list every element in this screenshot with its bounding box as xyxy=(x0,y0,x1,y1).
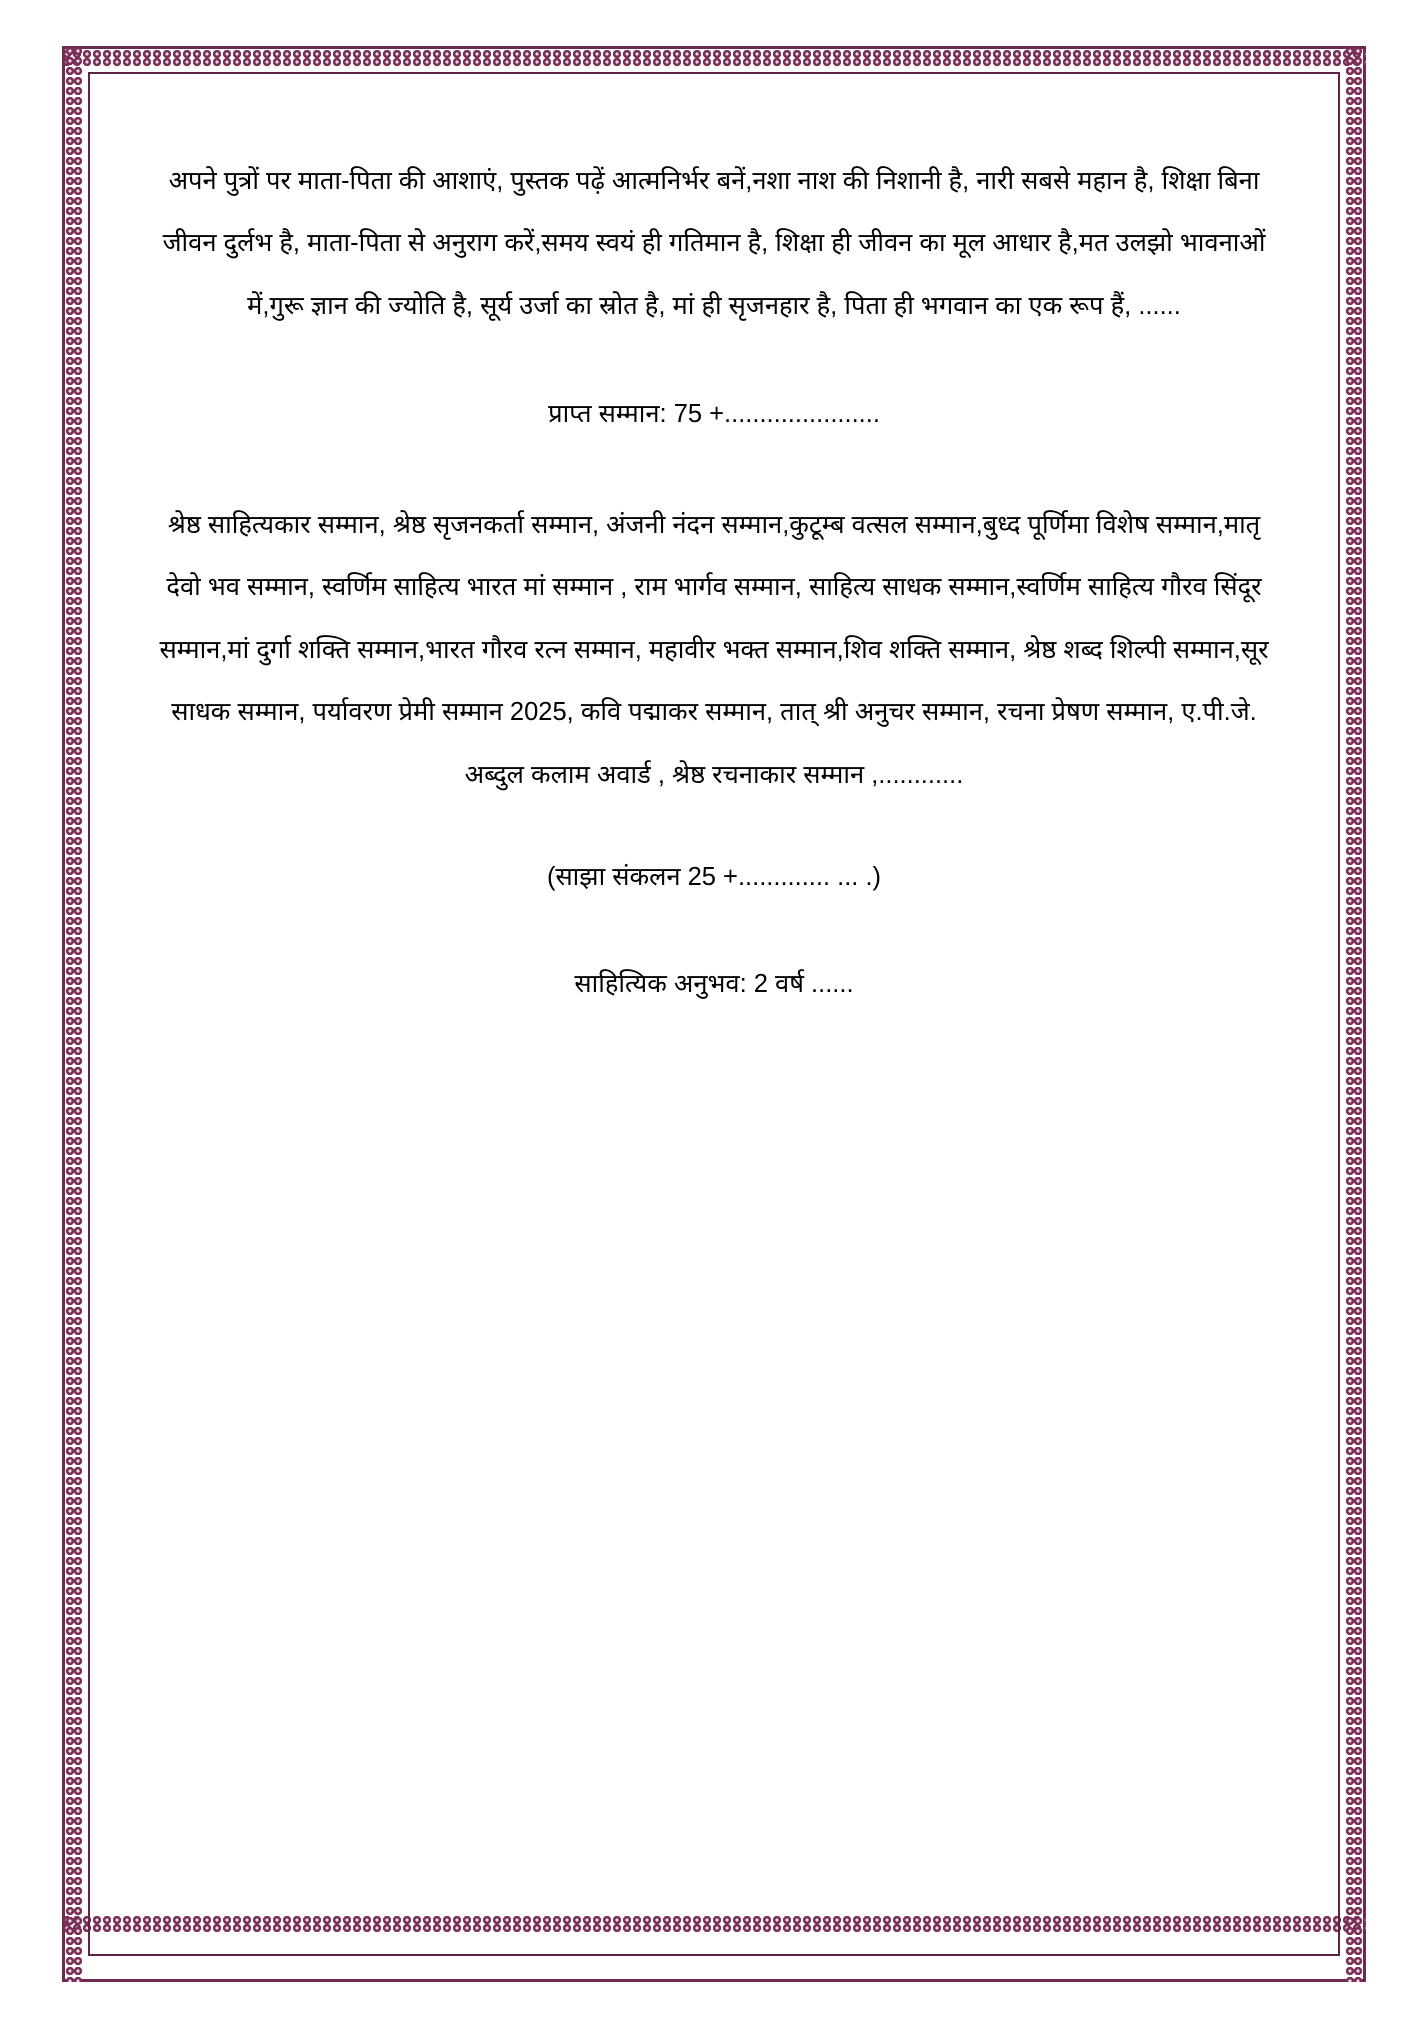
paragraph-awards-list: श्रेष्ठ साहित्यकार सम्मान, श्रेष्ठ सृजनकर्ता सम्मान, अंजनी नंदन सम्मान,कुटूम्ब वत्सल सम्मान,बुध्द पूर्णिमा विशेष सम्मान,मातृ देवो भव सम्मान, स्वर्णिम साहित्य भारत मां सम्मान , राम भार्गव सम्मान, साहित्य साधक सम्मान,स्वर्णिम साहित्य गौरव सिंदूर सम्मान,मां दुर्गा शक्ति सम्मान,भारत गौरव रत्न सम्मान, महावीर भक्त सम्मान,शिव शक्ति सम्मान, श्रेष्ठ शब्द शिल्पी सम्मान,सूर साधक सम्मान, पर्यावरण प्रेमी सम्मान 2025, कवि पद्माकर सम्मान, तात् श्री अनुचर सम्मान, रचना प्रेषण सम्मान, ए.पी.जे. अब्दुल कलाम अवार्ड , श्रेष्ठ रचनाकार सम्मान ,............ xyxy=(159,510,1269,789)
paragraph-shared-collections: (साझा संकलन 25 +............. ... .) xyxy=(546,863,882,892)
document-content xyxy=(150,150,1278,1015)
paragraph-intro-quotes: अपने पुत्रों पर माता-पिता की आशाएं, पुस्तक पढ़ें आत्मनिर्भर बनें,नशा नाश की निशानी है, नारी सबसे महान है, शिक्षा बिना जीवन दुर्लभ है, माता-पिता से अनुराग करें,समय स्वयं ही गतिमान है, शिक्षा ही जीवन का मूल आधार है,मत उलझो भावनाओं में,गुरू ज्ञान की ज्योति है, सूर्य उर्जा का स्रोत है, मां ही सृजनहार है, पिता ही भगवान का एक रूप हैं, ...... xyxy=(162,167,1266,320)
paragraph-awards-count: प्राप्त सम्मान: 75 +...................... xyxy=(548,400,880,429)
paragraph-literary-experience: साहित्यिक अनुभव: 2 वर्ष ...... xyxy=(574,969,854,998)
